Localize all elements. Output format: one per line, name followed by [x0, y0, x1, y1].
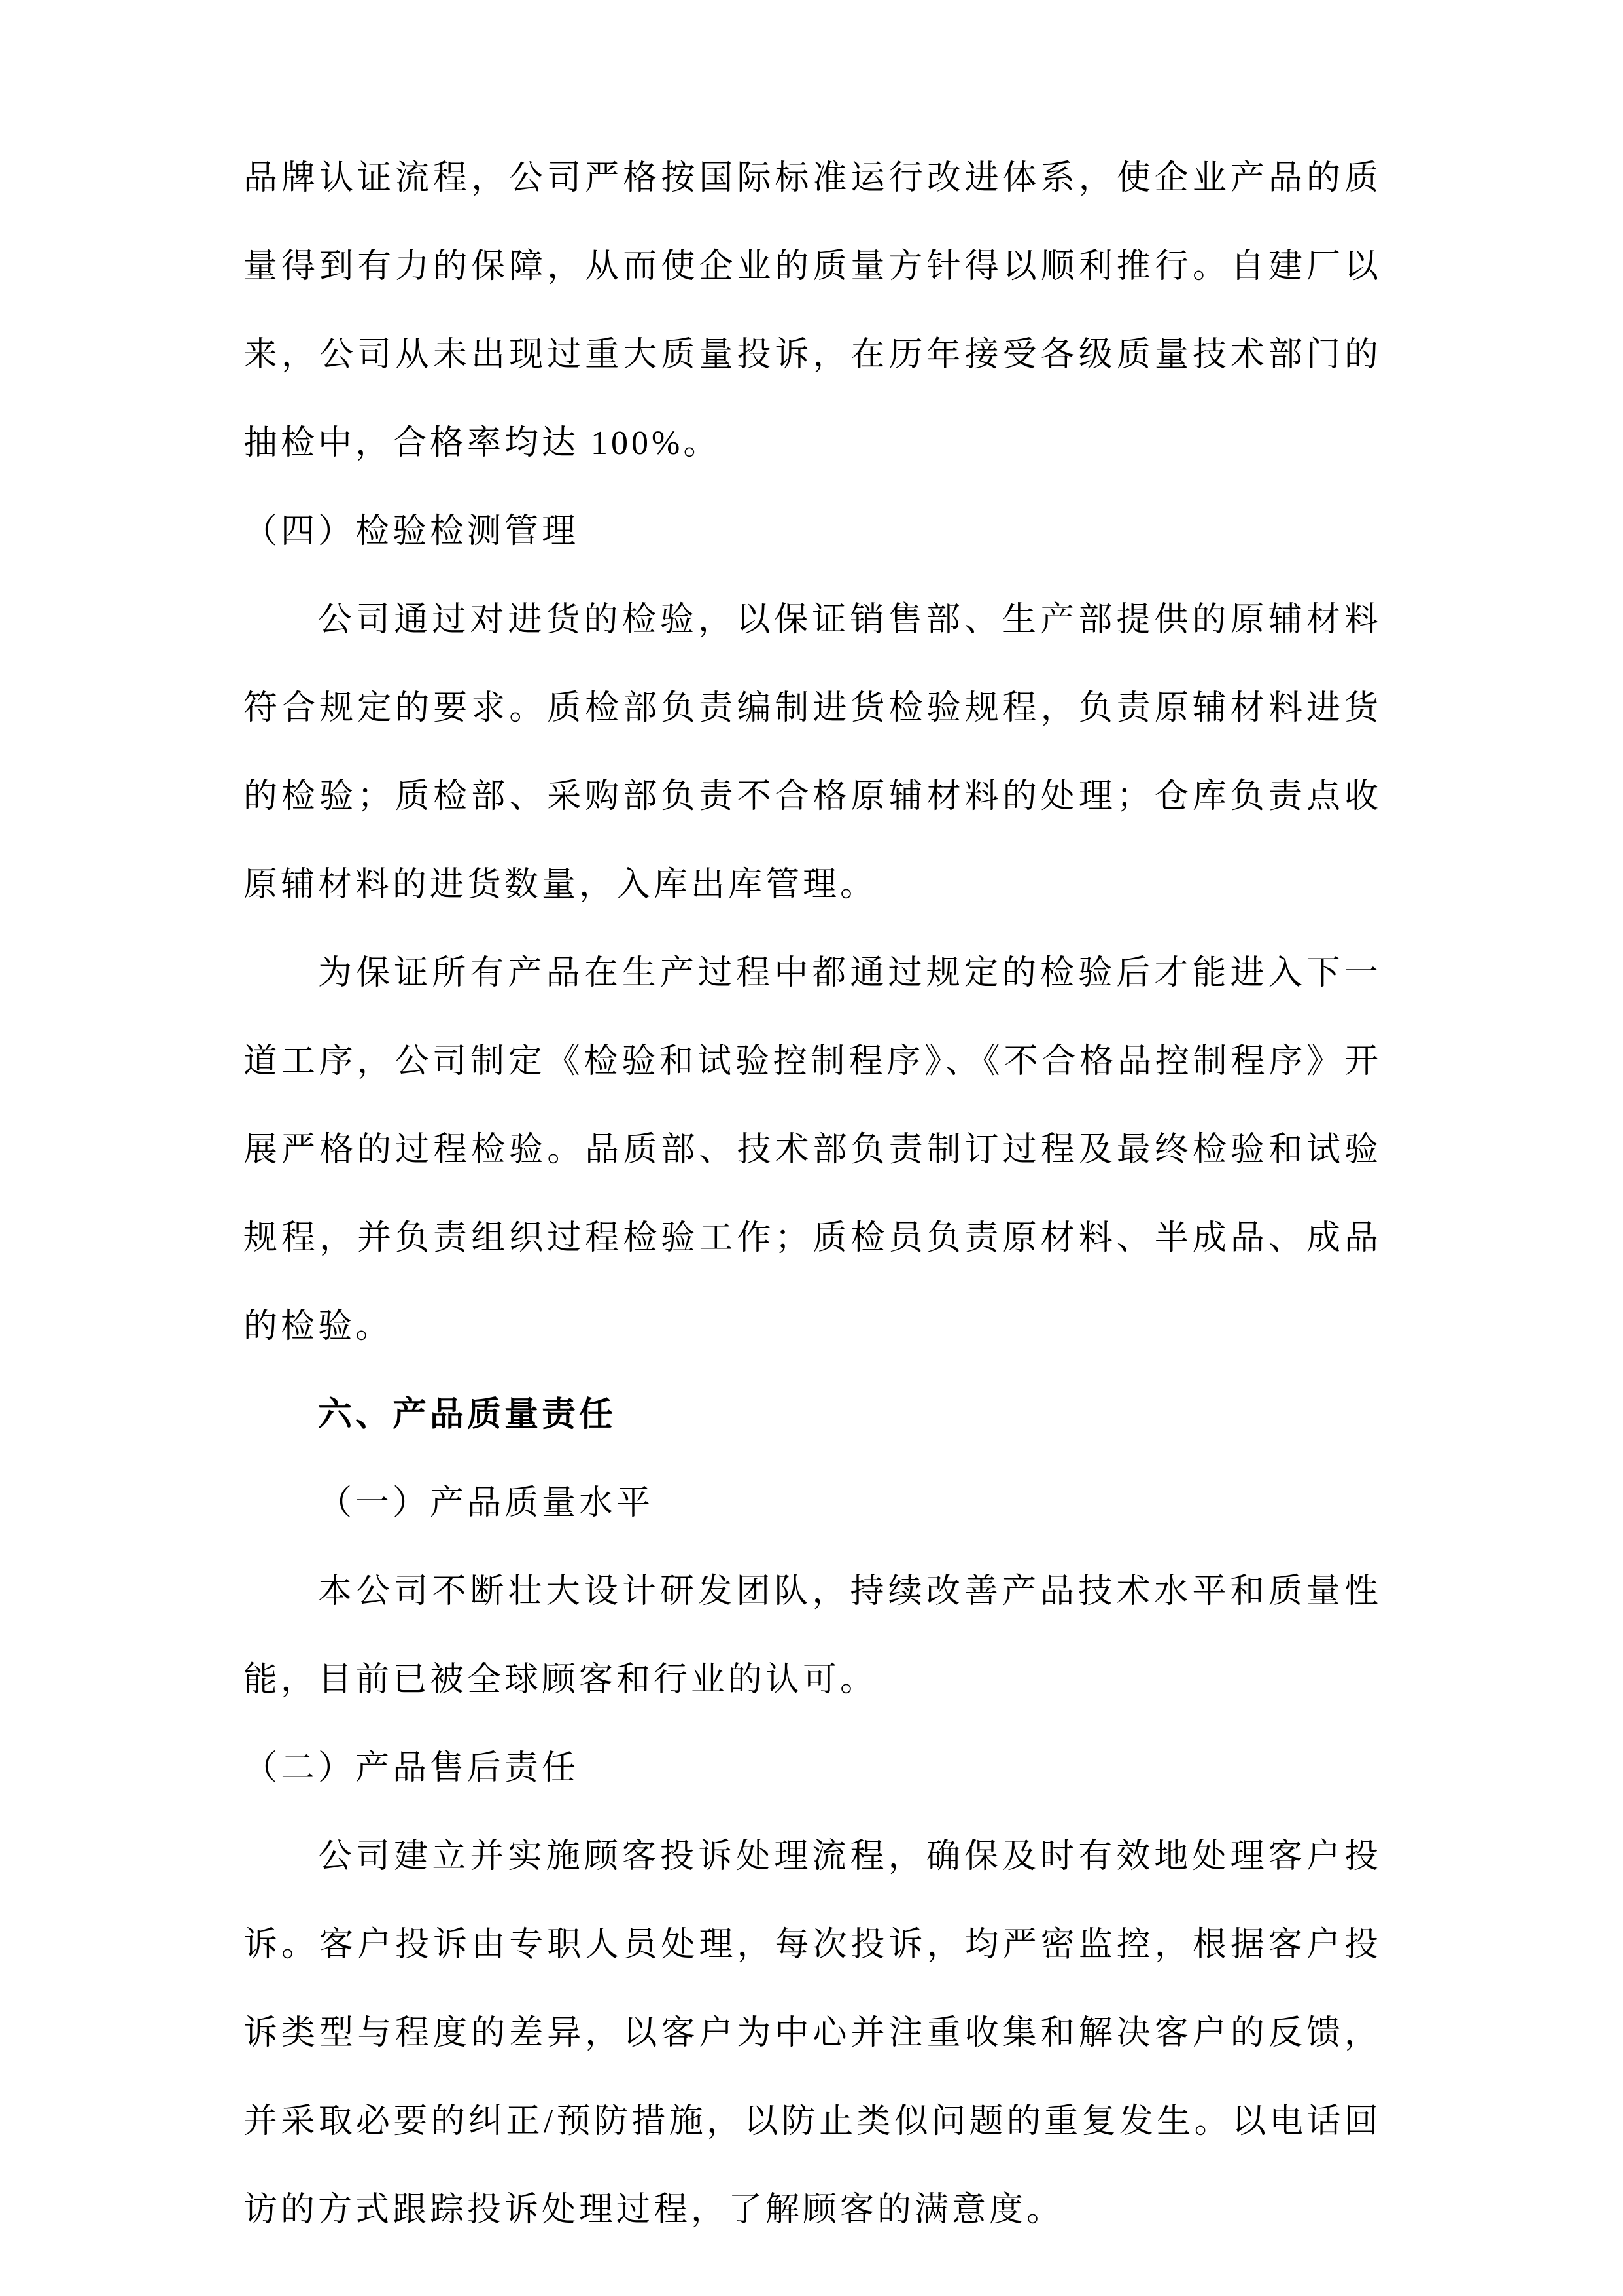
paragraph-rd-team-quality-improvement: 本公司不断壮大设计研发团队，持续改善产品技术水平和质量性能，目前已被全球顾客和行业的认可。 — [243, 1573, 1382, 1699]
subheading-product-quality-level: （一）产品质量水平 — [318, 1485, 654, 1522]
document-text-block — [243, 134, 1382, 2254]
section-heading-product-quality-responsibility: 六、产品质量责任 — [318, 1396, 617, 1434]
paragraph-customer-complaint-handling: 公司建立并实施顾客投诉处理流程，确保及时有效地处理客户投诉。客户投诉由专职人员处理，每次投诉，均严密监控，根据客户投诉类型与程度的差异，以客户为中心并注重收集和解决客户的反馈，并采取必要的纠正/预防措施，以防止类似问题的重复发生。以电话回访的方式跟踪投诉处理过程，了解顾客的满意度。 — [243, 1838, 1382, 2229]
paragraph-process-inspection-procedures: 为保证所有产品在生产过程中都通过规定的检验后才能进入下一道工序，公司制定《检验和试验控制程序》、《不合格品控制程序》开展严格的过程检验。品质部、技术部负责制订过程及最终检验和试验规程，并负责组织过程检验工作；质检员负责原材料、半成品、成品的检验。 — [243, 955, 1382, 1345]
subheading-product-after-sales-responsibility: （二）产品售后责任 — [243, 1750, 580, 1787]
paragraph-incoming-goods-inspection: 公司通过对进货的检验，以保证销售部、生产部提供的原辅材料符合规定的要求。质检部负责编制进货检验规程，负责原辅材料进货的检验；质检部、采购部负责不合格原辅材料的处理；仓库负责点收原辅材料的进货数量，入库出库管理。 — [243, 601, 1382, 904]
subheading-inspection-testing-management: （四）检验检测管理 — [243, 513, 580, 550]
paragraph-brand-certification-continuation: 品牌认证流程，公司严格按国际标准运行改进体系，使企业产品的质量得到有力的保障，从而使企业的质量方针得以顺利推行。自建厂以来，公司从未出现过重大质量投诉，在历年接受各级质量技术部门的抽检中，合格率均达 100%。 — [243, 160, 1382, 462]
